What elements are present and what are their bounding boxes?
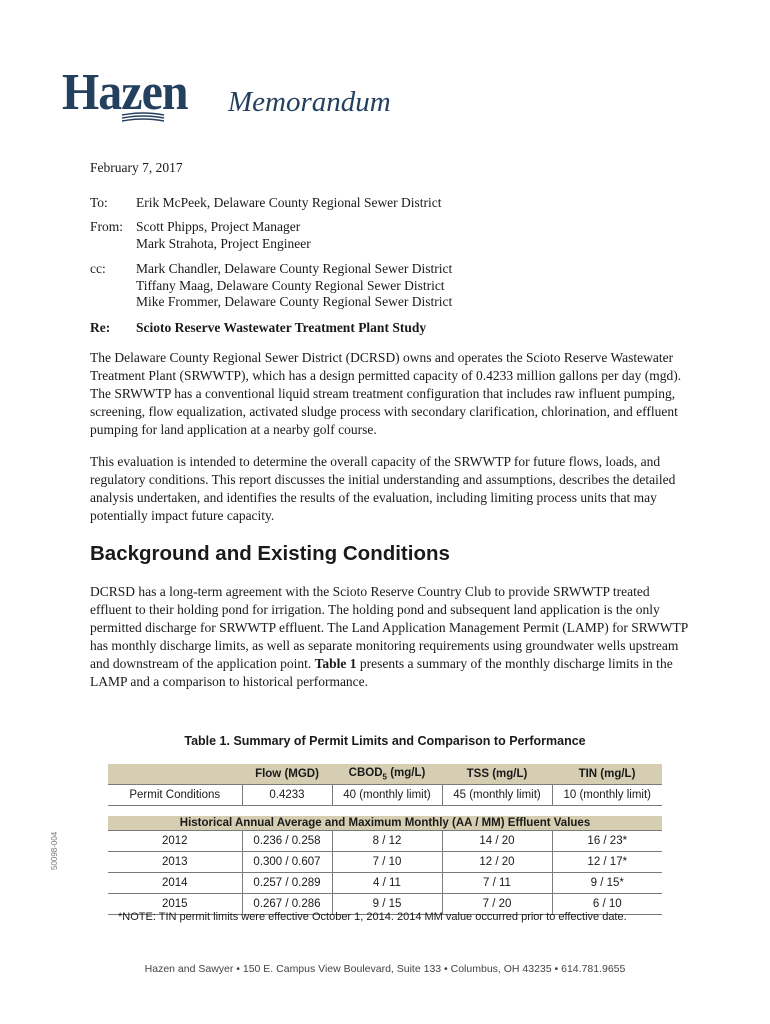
cbod-subscript: 5: [382, 772, 387, 782]
table-cell: 12 / 17*: [552, 852, 662, 873]
from-label: From:: [90, 219, 124, 234]
table-header-tss: TSS (mg/L): [442, 764, 552, 785]
table-subheader-row: [108, 816, 662, 831]
table-header-cbod: [332, 764, 442, 785]
table-cell: 7 / 20: [442, 894, 552, 915]
table-cell: 2012: [108, 831, 242, 852]
logo-subtitle: Memorandum: [228, 86, 391, 118]
table-cell: 0.4233: [242, 785, 332, 806]
table-cell: 0.236 / 0.258: [242, 831, 332, 852]
table-header-flow: Flow (MGD): [242, 764, 332, 785]
cbod-unit: (mg/L): [387, 766, 426, 779]
table-cell: 7 / 11: [442, 873, 552, 894]
table-reference: Table 1: [314, 656, 357, 671]
table-cell: 40 (monthly limit): [332, 785, 442, 806]
table-cell: 12 / 20: [442, 852, 552, 873]
logo-swoosh-icon: [120, 112, 166, 122]
table-cell: 0.257 / 0.289: [242, 873, 332, 894]
memo-date: February 7, 2017: [90, 160, 183, 175]
background-paragraph: [90, 583, 690, 691]
to-label: To:: [90, 195, 108, 210]
table-cell: 0.300 / 0.607: [242, 852, 332, 873]
table-cell: 16 / 23*: [552, 831, 662, 852]
table-cell: 14 / 20: [442, 831, 552, 852]
table-cell: 0.267 / 0.286: [242, 894, 332, 915]
table-header-tin: TIN (mg/L): [552, 764, 662, 785]
background-text: DCRSD has a long-term agreement with the Scioto Reserve Country Club to provide SRWWTP treated effluent to their holding pond for irrigation. The holding pond and subsequent land application is the only permitted discharge for SRWWTP effluent. The Land Application Management Permit (LAMP) for SRWWTP has monthly discharge limits, as well as separate monitoring requirements using groundwater wells upstream and downstream of the application point.: [90, 584, 688, 671]
cc-name: Mike Frommer, Delaware County Regional Sewer District: [136, 294, 453, 309]
document-code: 50098-004: [50, 831, 59, 870]
table-cell: 45 (monthly limit): [442, 785, 552, 806]
table-cell: 2015: [108, 894, 242, 915]
table-subheader: Historical Annual Average and Maximum Monthly (AA / MM) Effluent Values: [108, 816, 662, 831]
table-row: [108, 873, 662, 894]
logo-wordmark: Hazen: [62, 64, 188, 121]
table-cell: 4 / 11: [332, 873, 442, 894]
table-note: *NOTE: TIN permit limits were effective October 1, 2014. 2014 MM value occurred prior to effective date.: [118, 911, 627, 923]
table-spacer: [108, 806, 662, 817]
table-cell: 2013: [108, 852, 242, 873]
table-header-row: [108, 764, 662, 785]
from-name: Scott Phipps, Project Manager: [136, 219, 301, 234]
table-cell: 6 / 10: [552, 894, 662, 915]
company-logo: [62, 64, 402, 124]
re-label: Re:: [90, 320, 111, 335]
re-subject: Scioto Reserve Wastewater Treatment Plant Study: [136, 320, 427, 335]
cbod-label: CBOD: [348, 766, 383, 779]
section-heading: Background and Existing Conditions: [90, 542, 450, 565]
from-name: Mark Strahota, Project Engineer: [136, 235, 311, 251]
background-text-end: presents a summary of the monthly discharge limits in the LAMP and a comparison to historical performance.: [90, 656, 673, 689]
table-cell: Permit Conditions: [108, 785, 242, 806]
to-value: Erik McPeek, Delaware County Regional Sewer District: [136, 195, 442, 210]
cc-name: Tiffany Maag, Delaware County Regional Sewer District: [136, 277, 445, 293]
table-cell: 9 / 15: [332, 894, 442, 915]
table-header-blank: [108, 764, 242, 785]
table-cell: 7 / 10: [332, 852, 442, 873]
table-row: [108, 831, 662, 852]
cc-name: Mark Chandler, Delaware County Regional Sewer District: [136, 261, 453, 276]
table-cell: 10 (monthly limit): [552, 785, 662, 806]
permit-row: [108, 785, 662, 806]
page-footer: Hazen and Sawyer • 150 E. Campus View Boulevard, Suite 133 • Columbus, OH 43235 • 614.781.9655: [144, 963, 626, 975]
table-cell: 2014: [108, 873, 242, 894]
table-row: [108, 852, 662, 873]
table-cell: 8 / 12: [332, 831, 442, 852]
table-caption: Table 1. Summary of Permit Limits and Comparison to Performance: [184, 734, 586, 748]
table-cell: 9 / 15*: [552, 873, 662, 894]
permit-limits-table: [108, 764, 662, 915]
evaluation-paragraph: This evaluation is intended to determine the overall capacity of the SRWWTP for future flows, loads, and regulatory conditions. This report discusses the initial understanding and assumptions, describes the detailed analysis undertaken, and identifies the results of the evaluation, including limiting process units that may potentially impact future capacity.: [90, 454, 676, 523]
intro-paragraph: The Delaware County Regional Sewer District (DCRSD) owns and operates the Scioto Reserve Wastewater Treatment Plant (SRWWTP), which has a design permitted capacity of 0.4233 million gallons per day (mgd). The SRWWTP has a conventional liquid stream treatment configuration that includes raw influent pumping, screening, flow equalization, activated sludge process with secondary clarification, chlorination, and effluent pumping for land application at a nearby golf course.: [90, 350, 682, 437]
cc-label: cc:: [90, 261, 106, 276]
